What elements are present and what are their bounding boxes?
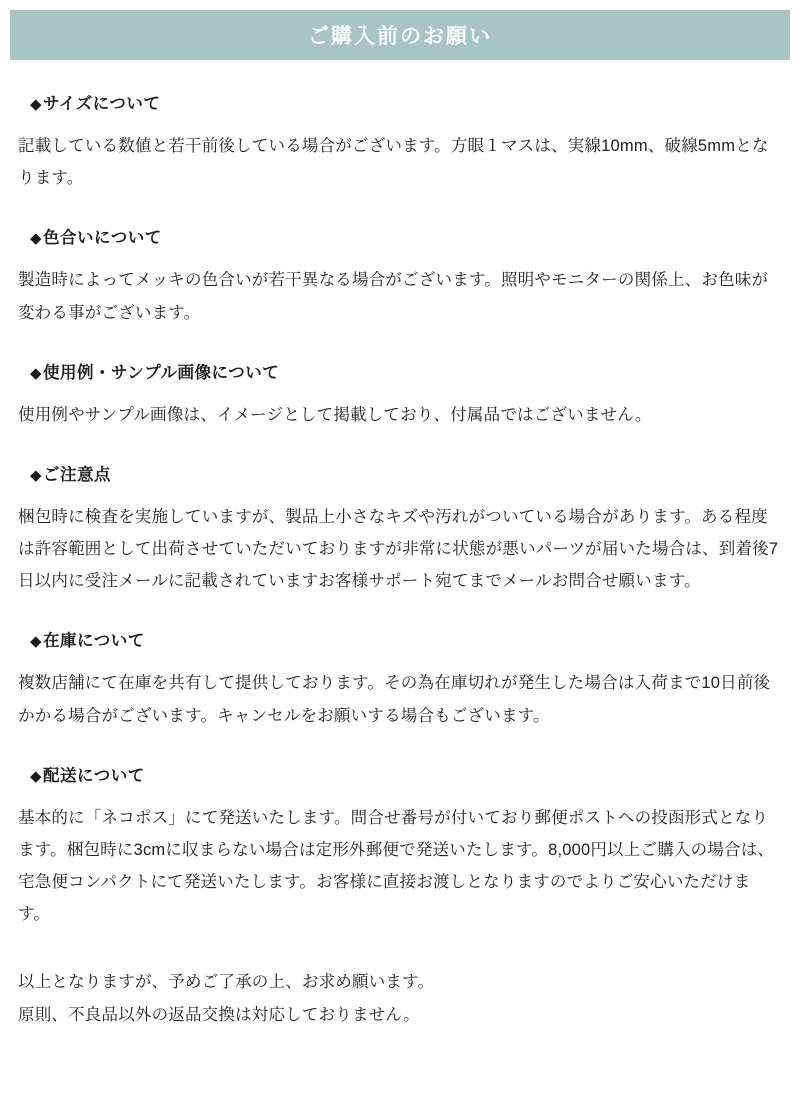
section-heading-label: 使用例・サンプル画像について	[43, 363, 280, 382]
diamond-icon: ◆	[30, 230, 43, 248]
section-body: 梱包時に検査を実施していますが、製品上小さなキズや汚れがついている場合があります。ある程度は許容範囲として出荷させていただいておりますが非常に状態が悪いパーツが届いた場合は、到着後7日以内に受注メールに記載されていますお客様サポート宛てまでメールお問合せ願います。	[18, 507, 779, 591]
section-sample-image	[18, 359, 782, 431]
page-title: ご購入前のお願い	[308, 25, 492, 48]
section-body: 複数店舗にて在庫を共有して提供しております。その為在庫切れが発生した場合は入荷まで10日前後かかる場合がございます。キャンセルをお願いする場合もございます。	[18, 674, 771, 725]
section-shipping	[18, 762, 782, 931]
diamond-icon: ◆	[30, 364, 43, 382]
section-size	[18, 90, 782, 194]
section-color	[18, 224, 782, 328]
section-heading	[30, 461, 782, 485]
section-body: 使用例やサンプル画像は、イメージとして掲載しており、付属品ではございません。	[18, 405, 652, 424]
diamond-icon: ◆	[30, 767, 43, 785]
section-heading-label: 配送について	[43, 766, 145, 785]
diamond-icon: ◆	[30, 633, 43, 651]
section-heading	[30, 762, 782, 786]
closing-note-line-1: 以上となりますが、予めご了承の上、お求め願います。	[18, 973, 435, 992]
section-heading-label: 在庫について	[43, 632, 145, 651]
section-stock	[18, 627, 782, 731]
page-header-bar	[10, 10, 790, 60]
section-heading-label: 色合いについて	[43, 229, 162, 248]
section-heading	[30, 224, 782, 248]
section-heading	[30, 90, 782, 114]
diamond-icon: ◆	[30, 96, 43, 113]
closing-note	[18, 966, 782, 1030]
section-body: 記載している数値と若干前後している場合がございます。方眼１マスは、実線10mm、破線5mmとなります。	[18, 137, 769, 188]
section-notes	[18, 461, 782, 598]
diamond-icon: ◆	[30, 466, 43, 484]
section-heading	[30, 627, 782, 651]
section-heading-label: ご注意点	[43, 465, 112, 484]
section-body: 基本的に「ネコポス」にて発送いたします。問合せ番号が付いており郵便ポストへの投函形式となります。梱包時に3cmに収まらない場合は定形外郵便で発送いたします。8,000円以上ご購入の場合は、宅急便コンパクトにて発送いたします。お客様に直接お渡しとなりますのでよりご安心いただけます。	[18, 808, 775, 924]
section-heading	[30, 359, 782, 383]
closing-note-line-2: 原則、不良品以外の返品交換は対応しておりません。	[18, 1005, 420, 1024]
section-body: 製造時によってメッキの色合いが若干異なる場合がございます。照明やモニターの関係上、お色味が変わる事がございます。	[18, 271, 769, 322]
section-heading-label: サイズについて	[43, 95, 161, 113]
document-content	[0, 90, 800, 1031]
document-page	[0, 10, 800, 1116]
